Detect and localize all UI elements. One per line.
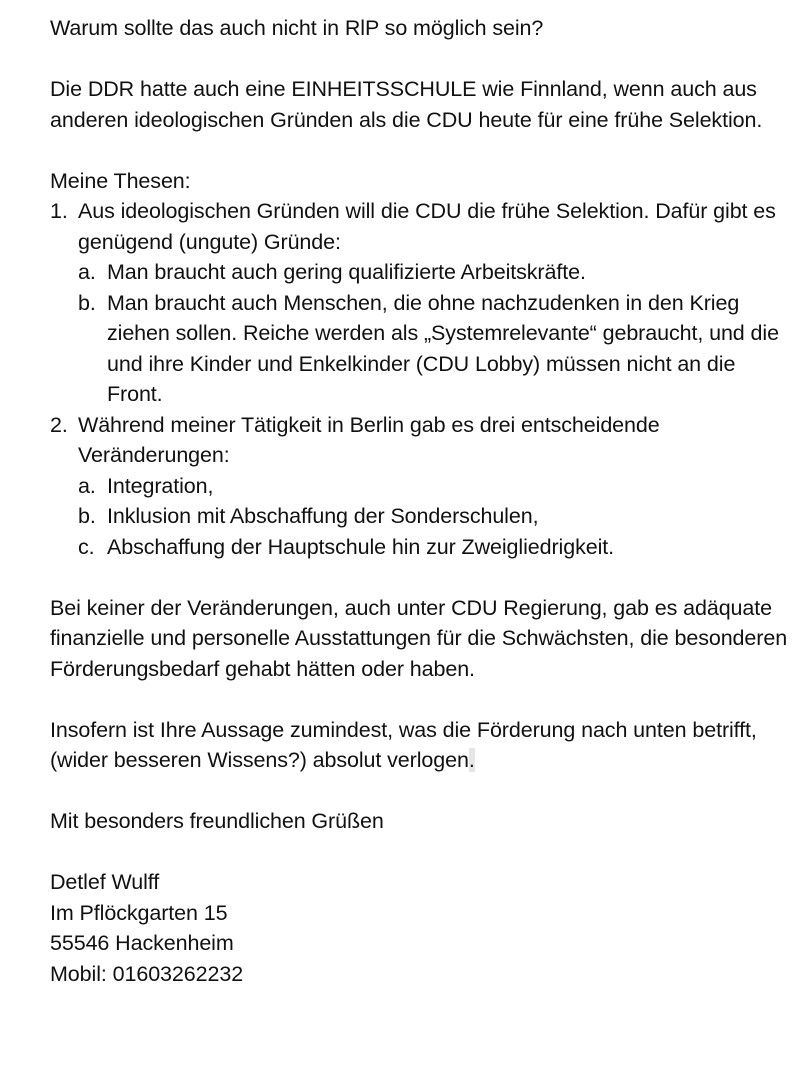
paragraph-conclusion-text: Insofern ist Ihre Aussage zumindest, was die Förderung nach unten betrifft, (wider besseren Wissens?) absolut verlogen xyxy=(50,717,757,772)
signature-name: Detlef Wulff xyxy=(50,870,160,894)
thesis-item-2 xyxy=(50,410,795,563)
paragraph-gap xyxy=(50,837,795,868)
list-marker: c. xyxy=(78,534,95,559)
paragraph-gap xyxy=(50,135,795,166)
intro-question: Warum sollte das auch nicht in RlP so möglich sein? xyxy=(50,16,544,40)
list-item xyxy=(78,257,795,288)
list-item-text: Integration, xyxy=(107,473,214,498)
paragraph-changes: Bei keiner der Veränderungen, auch unter CDU Regierung, gab es adäquate finanzielle und personelle Ausstattungen für die Schwächsten, die besonderen Förderungsbedarf gehabt hätten oder haben. xyxy=(50,595,788,681)
theses-list xyxy=(50,196,795,562)
thesis-sublist xyxy=(78,471,795,563)
thesis-text: Aus ideologischen Gründen will die CDU die frühe Selektion. Dafür gibt es genügend (ungute) Gründe: xyxy=(78,199,776,254)
paragraph-gap xyxy=(50,44,795,75)
thesis-sublist xyxy=(78,257,795,410)
list-marker: 1. xyxy=(50,199,68,223)
letter-body xyxy=(50,13,795,989)
paragraph-gap xyxy=(50,562,795,593)
thesis-item-1 xyxy=(50,196,795,410)
signature-phone: Mobil: 01603262232 xyxy=(50,961,244,986)
closing: Mit besonders freundlichen Grüßen xyxy=(50,809,384,833)
signature-block xyxy=(50,867,795,989)
list-item-text: Man braucht auch gering qualifizierte Arbeitskräfte. xyxy=(107,260,586,284)
list-marker: a. xyxy=(78,473,96,498)
list-item xyxy=(78,532,795,563)
list-item xyxy=(78,471,795,502)
paragraph-gap xyxy=(50,776,795,807)
paragraph-conclusion xyxy=(50,715,795,776)
thesis-content xyxy=(78,410,795,563)
paragraph-ddr: Die DDR hatte auch eine EINHEITSSCHULE wie Finnland, wenn auch aus anderen ideologischen Gründen als die CDU heute für eine frühe Selektion. xyxy=(50,77,763,132)
list-item xyxy=(78,501,795,532)
list-item xyxy=(78,288,795,410)
list-item-text: Inklusion mit Abschaffung der Sonderschulen, xyxy=(107,504,539,528)
thesis-content xyxy=(78,196,795,410)
list-marker: a. xyxy=(78,260,96,284)
list-item-text: Abschaffung der Hauptschule hin zur Zweigliedrigkeit. xyxy=(107,534,615,559)
list-marker: b. xyxy=(78,290,96,315)
signature-street: Im Pflöckgarten 15 xyxy=(50,900,228,925)
list-marker: 2. xyxy=(50,412,68,437)
signature-city: 55546 Hackenheim xyxy=(50,931,234,955)
list-item-text: Man braucht auch Menschen, die ohne nachzudenken in den Krieg ziehen sollen. Reiche werden als „Systemrelevante“ gebraucht, und die und ihre Kinder und Enkelkinder (CDU Lobby) müssen nicht an die Front. xyxy=(107,290,779,406)
thesis-text: Während meiner Tätigkeit in Berlin gab es drei entscheidende Veränderungen: xyxy=(78,412,660,467)
list-marker: b. xyxy=(78,504,96,528)
theses-heading: Meine Thesen: xyxy=(50,168,191,193)
paragraph-gap xyxy=(50,684,795,715)
text-cursor-selection[interactable]: . xyxy=(468,748,475,772)
